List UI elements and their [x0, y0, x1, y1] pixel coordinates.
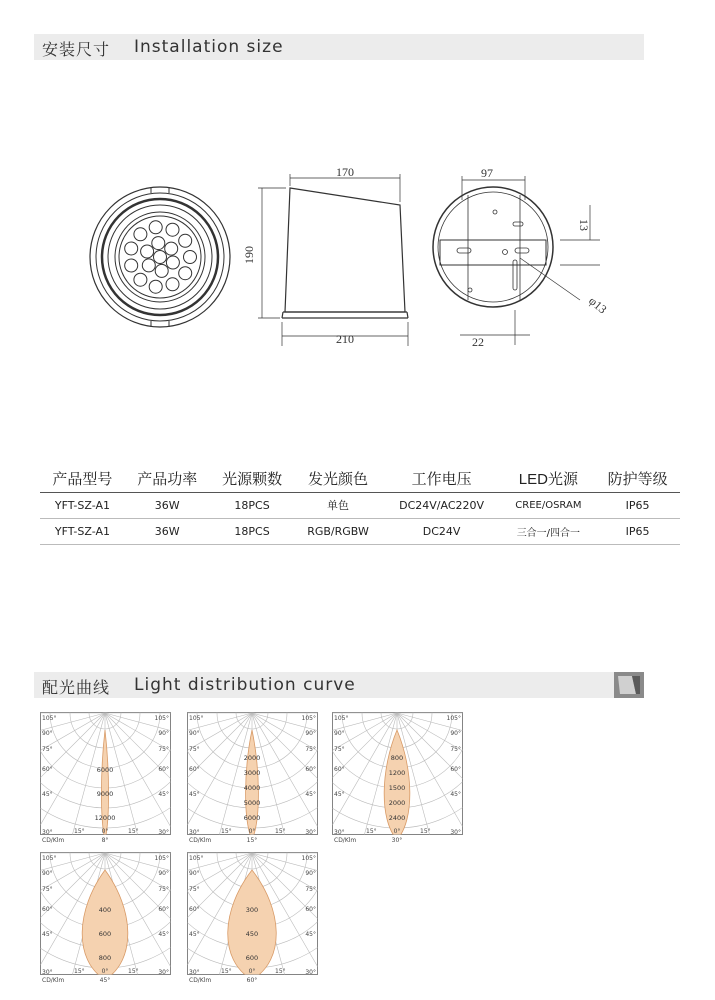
- header-protection: 防护等级: [595, 466, 680, 492]
- radial-value-label: 800: [390, 754, 404, 762]
- angle-label: 60°: [42, 766, 53, 773]
- back-width-label: 97: [481, 166, 493, 180]
- led-dot: [149, 221, 162, 234]
- angle-label: 90°: [189, 870, 200, 877]
- led-dot: [166, 223, 179, 236]
- cell-power: 36W: [125, 518, 210, 544]
- angle-label: 45°: [158, 931, 169, 938]
- radial-value-label: 4000: [243, 784, 261, 792]
- angle-label: 90°: [42, 870, 53, 877]
- unit-label: CD/Klm: [189, 977, 212, 984]
- angle-label: 60°: [305, 906, 316, 913]
- angle-label: 45°: [334, 791, 345, 798]
- cell-led-source: 三合一/四合一: [502, 518, 596, 544]
- beam-angle-label: 45°: [99, 977, 111, 984]
- radial-value-label: 12000: [94, 814, 116, 822]
- angle-label: 60°: [158, 906, 169, 913]
- radial-value-label: 400: [98, 906, 112, 914]
- angle-label: 105°: [189, 855, 204, 862]
- height-label: 190: [242, 246, 256, 264]
- radial-value-label: 5000: [243, 799, 261, 807]
- radial-value-label: 9000: [96, 790, 114, 798]
- angle-label: 30°: [189, 829, 200, 836]
- angle-label: 0°: [248, 828, 256, 835]
- table-row: [40, 518, 680, 544]
- angle-label: 45°: [158, 791, 169, 798]
- unit-label: CD/Klm: [334, 837, 357, 844]
- radial-value-label: 600: [98, 930, 112, 938]
- angle-label: 15°: [74, 828, 85, 835]
- angle-label: 45°: [42, 931, 53, 938]
- spec-table: [40, 466, 680, 545]
- beam-angle-label: 60°: [246, 977, 258, 984]
- angle-label: 15°: [275, 828, 286, 835]
- polar-chart-svg: [187, 852, 319, 990]
- light-distribution-header: [34, 672, 644, 698]
- cell-voltage: DC24V/AC220V: [382, 492, 502, 518]
- hole-diameter-label: φ13: [586, 293, 610, 317]
- led-dot: [179, 267, 192, 280]
- angle-label: 105°: [42, 855, 57, 862]
- cell-color: RGB/RGBW: [294, 518, 381, 544]
- led-dot: [134, 228, 147, 241]
- angle-label: 15°: [366, 828, 377, 835]
- angle-label: 15°: [221, 828, 232, 835]
- led-dot: [141, 245, 154, 258]
- angle-label: 90°: [305, 730, 316, 737]
- back-bottom-label: 22: [472, 335, 484, 349]
- angle-label: 15°: [275, 968, 286, 975]
- unit-label: CD/Klm: [42, 977, 65, 984]
- radial-value-label: 6000: [96, 766, 114, 774]
- angle-label: 75°: [42, 886, 53, 893]
- side-view-drawing: [258, 174, 408, 346]
- radial-value-label: 450: [245, 930, 259, 938]
- beam-angle-label: 30°: [391, 837, 403, 844]
- light-distribution-title-en: Light distribution curve: [134, 675, 356, 695]
- angle-label: 30°: [334, 829, 345, 836]
- led-dot: [165, 242, 178, 255]
- cell-led-count: 18PCS: [210, 518, 295, 544]
- angle-label: 45°: [42, 791, 53, 798]
- cell-led-source: CREE/OSRAM: [502, 492, 596, 518]
- angle-label: 30°: [158, 969, 169, 976]
- angle-label: 90°: [42, 730, 53, 737]
- radial-value-label: 1500: [388, 784, 406, 792]
- light-curve-60deg: [187, 852, 319, 990]
- beam-angle-label: 15°: [246, 837, 258, 844]
- angle-label: 75°: [334, 746, 345, 753]
- light-curve-15deg: [187, 712, 319, 850]
- angle-label: 75°: [42, 746, 53, 753]
- angle-label: 15°: [420, 828, 431, 835]
- angle-label: 90°: [334, 730, 345, 737]
- cell-voltage: DC24V: [382, 518, 502, 544]
- angle-label: 90°: [305, 870, 316, 877]
- led-dot: [134, 273, 147, 286]
- angle-label: 75°: [189, 746, 200, 753]
- angle-label: 105°: [301, 855, 316, 862]
- header-model: 产品型号: [40, 466, 125, 492]
- back-offset-label: 13: [577, 219, 591, 231]
- angle-label: 45°: [450, 791, 461, 798]
- angle-label: 105°: [154, 715, 169, 722]
- light-curve-8deg: [40, 712, 172, 850]
- led-dot: [149, 280, 162, 293]
- beam-angle-label: 8°: [101, 837, 109, 844]
- polar-chart-svg: [332, 712, 464, 850]
- radial-value-label: 600: [245, 954, 259, 962]
- angle-label: 0°: [248, 968, 256, 975]
- angle-label: 30°: [189, 969, 200, 976]
- radial-value-label: 3000: [243, 769, 261, 777]
- radial-value-label: 300: [245, 906, 259, 914]
- angle-label: 30°: [305, 969, 316, 976]
- radial-value-label: 800: [98, 954, 112, 962]
- angle-label: 90°: [158, 730, 169, 737]
- angle-label: 75°: [189, 886, 200, 893]
- angle-label: 60°: [305, 766, 316, 773]
- angle-label: 90°: [450, 730, 461, 737]
- angle-label: 45°: [189, 791, 200, 798]
- led-dot: [125, 259, 138, 272]
- header-led-source: LED光源: [502, 466, 596, 492]
- angle-label: 75°: [158, 746, 169, 753]
- installation-drawings: [0, 150, 715, 360]
- front-view-drawing: [90, 187, 230, 327]
- angle-label: 15°: [128, 968, 139, 975]
- cell-protection: IP65: [595, 518, 680, 544]
- led-dot: [166, 256, 179, 269]
- angle-label: 30°: [42, 829, 53, 836]
- led-dot: [152, 237, 165, 250]
- angle-label: 15°: [74, 968, 85, 975]
- side-top-width-label: 170: [336, 165, 354, 179]
- angle-label: 60°: [334, 766, 345, 773]
- installation-size-title-cn: 安装尺寸: [42, 42, 111, 59]
- cell-model: YFT-SZ-A1: [40, 492, 125, 518]
- side-bottom-width-label: 210: [336, 332, 354, 346]
- angle-label: 60°: [189, 906, 200, 913]
- angle-label: 45°: [189, 931, 200, 938]
- table-row: [40, 492, 680, 518]
- header-power: 产品功率: [125, 466, 210, 492]
- angle-label: 30°: [158, 829, 169, 836]
- angle-label: 30°: [305, 829, 316, 836]
- angle-label: 45°: [305, 931, 316, 938]
- cell-model: YFT-SZ-A1: [40, 518, 125, 544]
- angle-label: 0°: [101, 968, 109, 975]
- angle-label: 105°: [189, 715, 204, 722]
- angle-label: 105°: [334, 715, 349, 722]
- back-view-drawing: [433, 176, 600, 345]
- polar-chart-svg: [40, 712, 172, 850]
- cell-protection: IP65: [595, 492, 680, 518]
- cell-color: 单色: [294, 492, 381, 518]
- led-dot: [142, 259, 155, 272]
- polar-chart-svg: [187, 712, 319, 850]
- header-voltage: 工作电压: [382, 466, 502, 492]
- radial-value-label: 2400: [388, 814, 406, 822]
- angle-label: 105°: [446, 715, 461, 722]
- light-distribution-title-cn: 配光曲线: [42, 680, 111, 697]
- radial-value-label: 6000: [243, 814, 261, 822]
- installation-size-title-en: Installation size: [134, 37, 284, 57]
- led-dot: [166, 278, 179, 291]
- angle-label: 105°: [154, 855, 169, 862]
- angle-label: 90°: [158, 870, 169, 877]
- angle-label: 30°: [450, 829, 461, 836]
- cell-led-count: 18PCS: [210, 492, 295, 518]
- polar-chart-svg: [40, 852, 172, 990]
- light-curve-30deg: [332, 712, 464, 850]
- radial-value-label: 2000: [243, 754, 261, 762]
- angle-label: 75°: [305, 886, 316, 893]
- angle-label: 0°: [101, 828, 109, 835]
- installation-size-header: [34, 34, 644, 60]
- led-dot: [125, 242, 138, 255]
- angle-label: 15°: [221, 968, 232, 975]
- led-dot: [154, 251, 167, 264]
- angle-label: 60°: [42, 906, 53, 913]
- angle-label: 60°: [189, 766, 200, 773]
- header-led-count: 光源颗数: [210, 466, 295, 492]
- unit-label: CD/Klm: [42, 837, 65, 844]
- angle-label: 45°: [305, 791, 316, 798]
- led-dot: [155, 264, 168, 277]
- led-dot: [179, 234, 192, 247]
- angle-label: 105°: [42, 715, 57, 722]
- angle-label: 75°: [305, 746, 316, 753]
- led-dot: [184, 251, 197, 264]
- corner-logo-icon: [614, 672, 644, 698]
- angle-label: 105°: [301, 715, 316, 722]
- angle-label: 75°: [450, 746, 461, 753]
- angle-label: 60°: [158, 766, 169, 773]
- angle-label: 30°: [42, 969, 53, 976]
- angle-label: 90°: [189, 730, 200, 737]
- cell-power: 36W: [125, 492, 210, 518]
- header-color: 发光颜色: [294, 466, 381, 492]
- unit-label: CD/Klm: [189, 837, 212, 844]
- light-curve-45deg: [40, 852, 172, 990]
- radial-value-label: 1200: [388, 769, 406, 777]
- angle-label: 15°: [128, 828, 139, 835]
- spec-table-header: [40, 466, 680, 492]
- angle-label: 0°: [393, 828, 401, 835]
- angle-label: 75°: [158, 886, 169, 893]
- radial-value-label: 2000: [388, 799, 406, 807]
- angle-label: 60°: [450, 766, 461, 773]
